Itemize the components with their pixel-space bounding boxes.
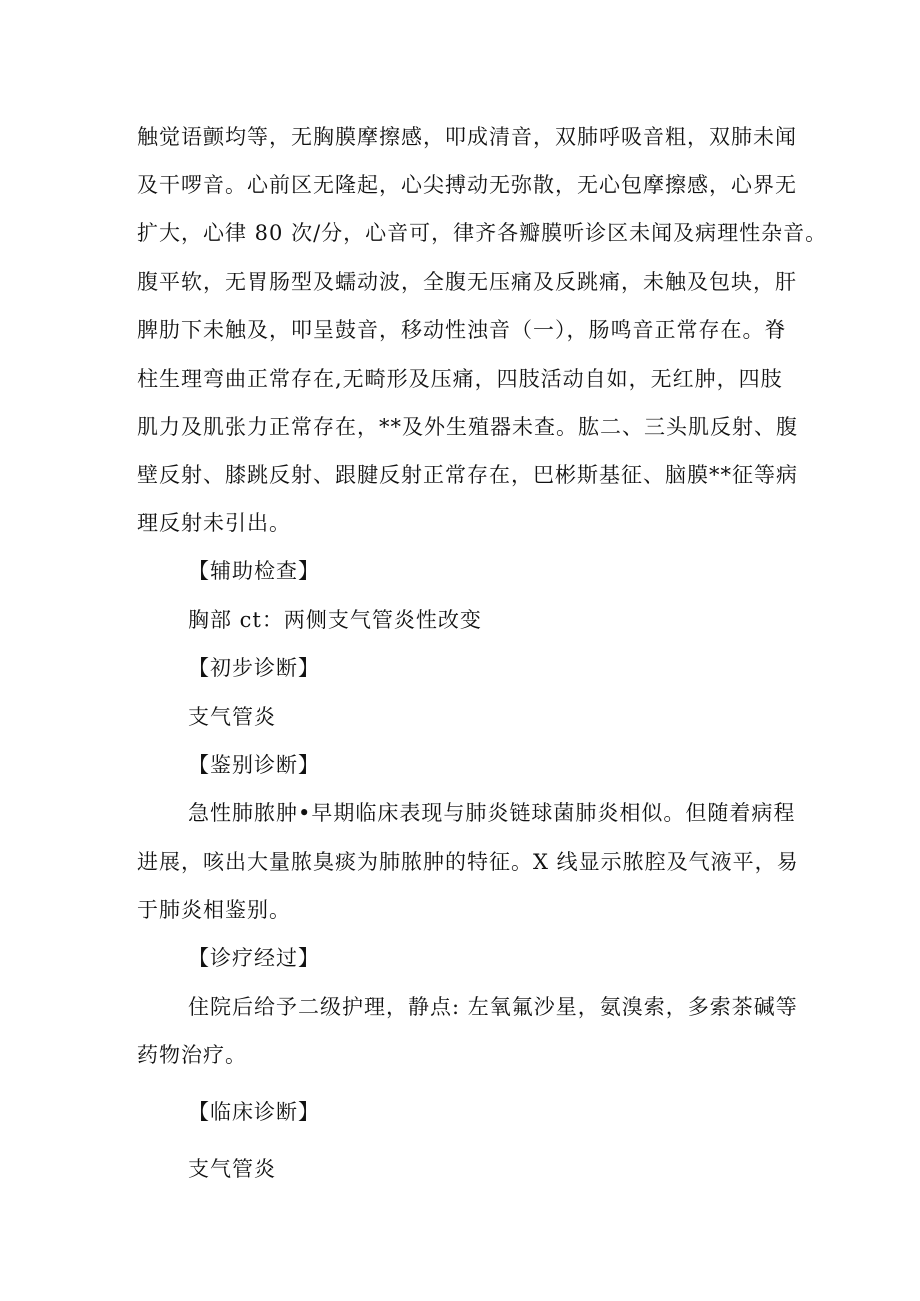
treatment-line-2: 药物治疗。 [137,1043,247,1067]
exam-line-3: 扩大，心律 80 次/分，心音可，律齐各瓣膜听诊区未闻及病理性杂音。 [137,221,828,245]
exam-line-6: 柱生理弯曲正常存在,无畸形及压痛，四肢活动自如，无红肿，四肢 [137,367,783,391]
aux-exam-heading: 【辅助检查】 [188,559,320,583]
exam-line-8: 壁反射、膝跳反射、跟腱反射正常存在，巴彬斯基征、脑膜**征等病 [137,463,798,487]
diff-diag-line-1: 急性肺脓肿•早期临床表现与肺炎链球菌肺炎相似。但随着病程 [188,801,796,825]
treatment-line-1: 住院后给予二级护理，静点: 左氧氟沙星，氨溴索，多索茶碱等 [188,995,798,1019]
aux-exam-text: 胸部 ct：两侧支气管炎性改变 [188,608,482,632]
exam-line-5: 脾肋下未触及，叩呈鼓音，移动性浊音（一），肠鸣音正常存在。脊 [137,318,787,342]
clinical-diag-text: 支气管炎 [188,1157,276,1181]
clinical-diag-heading: 【临床诊断】 [188,1100,320,1124]
exam-line-1: 触觉语颤均等，无胸膜摩擦感，叩成清音，双肺呼吸音粗，双肺未闻 [137,125,797,149]
exam-line-9: 理反射未引出。 [137,511,291,535]
exam-line-7: 肌力及肌张力正常存在，**及外生殖器未查。肱二、三头肌反射、腹 [137,415,798,439]
diff-diag-heading: 【鉴别诊断】 [188,753,320,777]
prelim-diag-text: 支气管炎 [188,705,276,729]
prelim-diag-heading: 【初步诊断】 [188,656,320,680]
exam-line-4: 腹平软，无胃肠型及蠕动波，全腹无压痛及反跳痛，未触及包块，肝 [137,270,797,294]
diff-diag-line-2: 进展，咳出大量脓臭痰为肺脓肿的特征。X 线显示脓腔及气液平，易 [137,850,799,874]
treatment-heading: 【诊疗经过】 [188,946,320,970]
diff-diag-line-3: 于肺炎相鉴别。 [137,898,291,922]
exam-line-2: 及干啰音。心前区无隆起，心尖搏动无弥散，无心包摩擦感，心界无 [137,173,797,197]
